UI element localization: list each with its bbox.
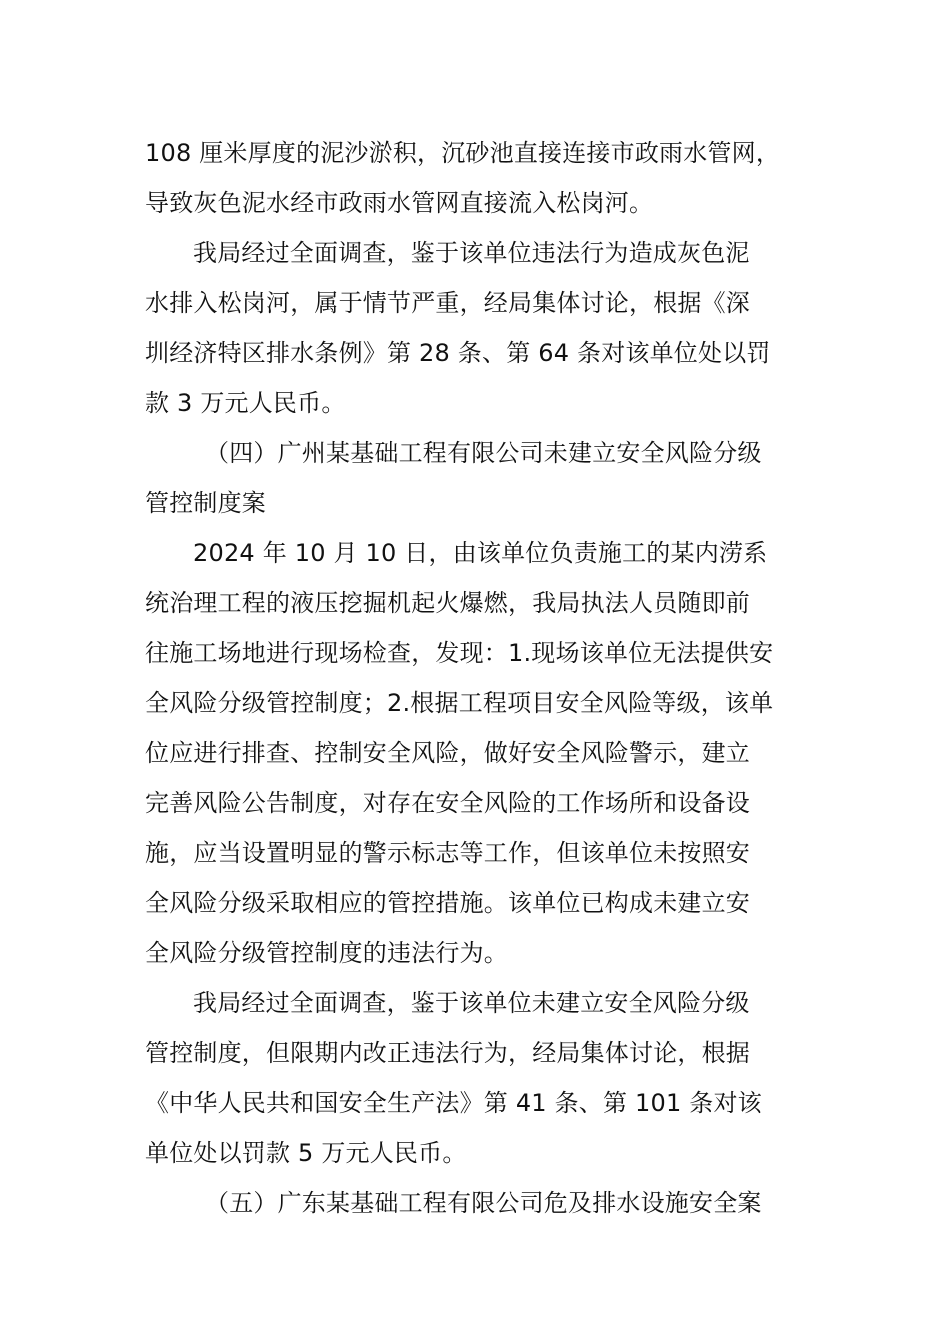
paragraph-line: 全风险分级采取相应的管控措施。该单位已构成未建立安 (145, 889, 750, 917)
paragraph-line: 款 3 万元人民币。 (145, 389, 346, 417)
paragraph-line: 位应进行排查、控制安全风险，做好安全风险警示，建立 (145, 739, 750, 767)
paragraph-line: 水排入松岗河，属于情节严重，经局集体讨论，根据《深 (145, 289, 750, 317)
paragraph-line: 全风险分级管控制度的违法行为。 (145, 939, 508, 967)
paragraph-line: 全风险分级管控制度；2.根据工程项目安全风险等级，该单 (145, 689, 774, 717)
section-heading-4: （四）广州某基础工程有限公司未建立安全风险分级 (205, 439, 762, 467)
paragraph-line: 圳经济特区排水条例》第 28 条、第 64 条对该单位处以罚 (145, 339, 771, 367)
paragraph-line: 我局经过全面调查，鉴于该单位未建立安全风险分级 (193, 989, 750, 1017)
paragraph-line: 《中华人民共和国安全生产法》第 41 条、第 101 条对该 (145, 1089, 762, 1117)
paragraph-line: 完善风险公告制度，对存在安全风险的工作场所和设备设 (145, 789, 750, 817)
section-heading-5: （五）广东某基础工程有限公司危及排水设施安全案 (205, 1189, 762, 1217)
paragraph-line: 往施工场地进行现场检查，发现：1.现场该单位无法提供安 (145, 639, 774, 667)
paragraph-line: 施，应当设置明显的警示标志等工作，但该单位未按照安 (145, 839, 750, 867)
paragraph-line: 我局经过全面调查，鉴于该单位违法行为造成灰色泥 (193, 239, 750, 267)
paragraph-line: 管控制度，但限期内改正违法行为，经局集体讨论，根据 (145, 1039, 750, 1067)
document-body (145, 128, 815, 1228)
paragraph-line: 导致灰色泥水经市政雨水管网直接流入松岗河。 (145, 189, 654, 217)
paragraph-line: 2024 年 10 月 10 日，由该单位负责施工的某内涝系 (193, 539, 768, 567)
paragraph-line: 单位处以罚款 5 万元人民币。 (145, 1139, 467, 1167)
paragraph-line: 108 厘米厚度的泥沙淤积，沉砂池直接连接市政雨水管网， (145, 139, 781, 167)
section-heading-4-cont: 管控制度案 (145, 489, 266, 517)
paragraph-line: 统治理工程的液压挖掘机起火爆燃，我局执法人员随即前 (145, 589, 750, 617)
